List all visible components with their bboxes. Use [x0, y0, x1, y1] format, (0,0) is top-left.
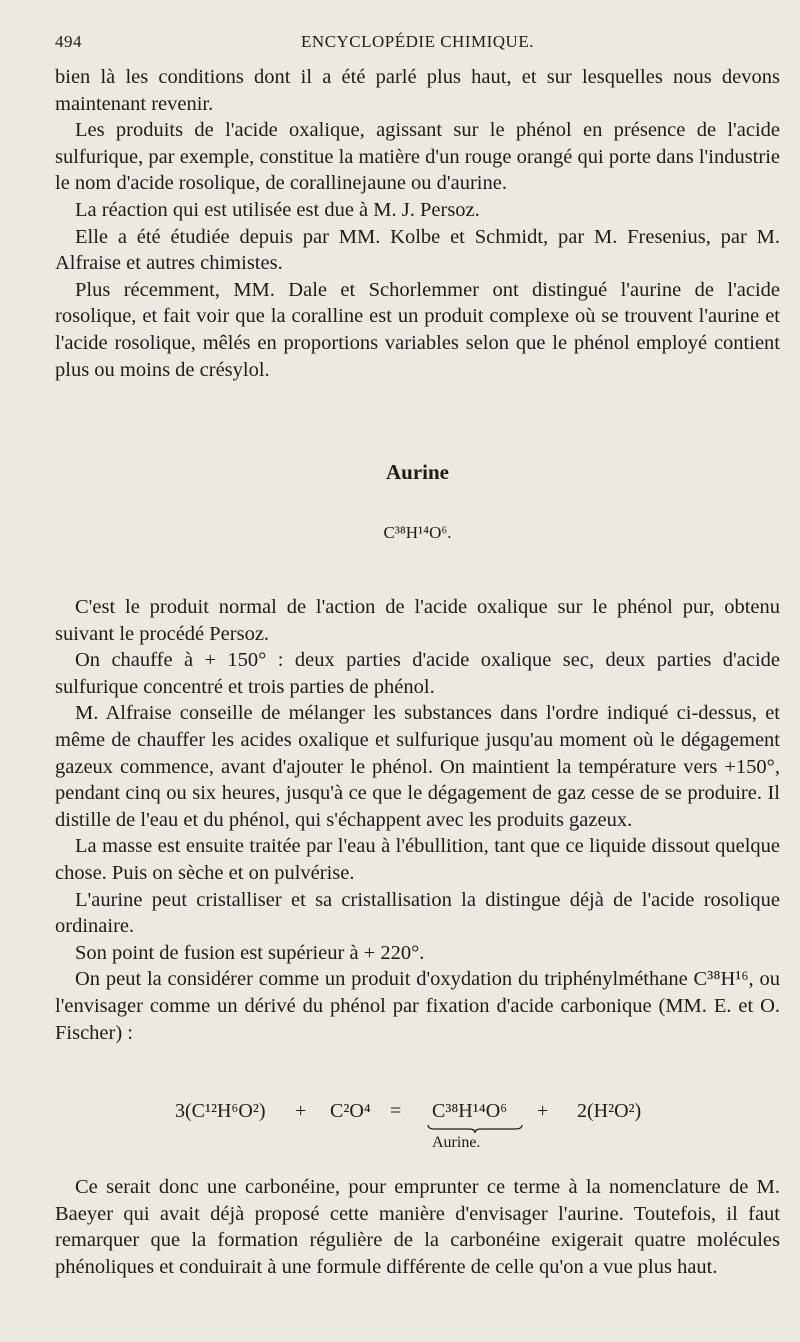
section-formula: C³⁸H¹⁴O⁶.	[383, 523, 452, 542]
paragraph: Son point de fusion est supérieur à + 220°.	[75, 941, 425, 964]
equation-plus: +	[537, 1100, 549, 1122]
section-aurine-body	[55, 594, 780, 1046]
equation-water: 2(H²O²)	[577, 1100, 642, 1122]
paragraph: C'est le produit normal de l'action de l'acide oxalique sur le phénol pur, obtenu suivant le procédé Persoz.	[55, 596, 780, 645]
paragraph: Les produits de l'acide oxalique, agissant sur le phénol en présence de l'acide sulfurique, par exemple, constitue la matière d'un rouge orangé qui porte dans l'industrie le nom d'acide rosolique, de corallinejaune ou d'aurine.	[55, 119, 780, 195]
paragraph: La réaction qui est utilisée est due à M. J. Persoz.	[75, 198, 480, 221]
paragraph: On chauffe à + 150° : deux parties d'acide oxalique sec, deux parties d'acide sulfurique concentré et trois parties de phénol.	[55, 649, 780, 698]
paragraph: Plus récemment, MM. Dale et Schorlemmer ont distingué l'aurine de l'acide rosolique, et fait voir que la coralline est un produit complexe où se trouvent l'aurine et l'acide rosolique, mêlés en proportions variables selon que le phénol employé contient plus ou moins de crésylol.	[55, 278, 780, 381]
paragraph: bien là les conditions dont il a été parlé plus haut, et sur lesquelles nous devons maintenant revenir.	[55, 66, 780, 115]
section-title: Aurine	[386, 460, 449, 484]
page-number: 494	[55, 32, 82, 51]
paragraph: M. Alfraise conseille de mélanger les substances dans l'ordre indiqué ci-dessus, et même de chauffer les acides oxalique et sulfurique jusqu'au moment où le dégagement gazeux commence, avant d'ajouter le phénol. On maintient la température vers +150°, pendant cinq ou six heures, jusqu'à ce que le dégagement de gaz cesse de se produire. Il distille de l'eau et du phénol, qui s'échappent avec les produits gazeux.	[55, 702, 780, 831]
paragraph: L'aurine peut cristalliser et sa cristallisation la distingue déjà de l'acide rosolique ordinaire.	[55, 888, 780, 938]
chemical-equation	[175, 1100, 675, 1160]
section-carboneine	[55, 1174, 780, 1280]
equation-equals: =	[390, 1100, 402, 1122]
paragraph: Ce serait donc une carbonéine, pour emprunter ce terme à la nomenclature de M. Baeyer qui avait déjà proposé cette manière d'envisager l'aurine. Toutefois, il faut remarquer que la formation régulière de la carbonéine exigerait quatre molécules phénoliques et conduirait à une formule différente de celle qu'on a vue plus haut.	[55, 1176, 780, 1278]
equation-left: 3(C¹²H⁶O²)	[175, 1100, 266, 1122]
equation-label: Aurine.	[432, 1134, 481, 1151]
paragraph: Elle a été étudiée depuis par MM. Kolbe et Schmidt, par M. Fresenius, par M. Alfraise et autres chimistes.	[55, 225, 780, 275]
section-intro	[55, 64, 780, 383]
equation-product: C³⁸H¹⁴O⁶	[432, 1100, 508, 1122]
equation-reagent: C²O⁴	[330, 1100, 371, 1122]
equation-plus: +	[295, 1100, 307, 1122]
underbrace-icon	[427, 1124, 523, 1134]
page-header	[55, 32, 780, 56]
paragraph: La masse est ensuite traitée par l'eau à l'ébullition, tant que ce liquide dissout quelque chose. Puis on sèche et on pulvérise.	[55, 835, 780, 884]
running-title: ENCYCLOPÉDIE CHIMIQUE.	[301, 32, 534, 51]
paragraph: On peut la considérer comme un produit d'oxydation du triphénylméthane C³⁸H¹⁶, ou l'envisager comme un dérivé du phénol par fixation d'acide carbonique (MM. E. et O. Fischer) :	[55, 968, 780, 1044]
